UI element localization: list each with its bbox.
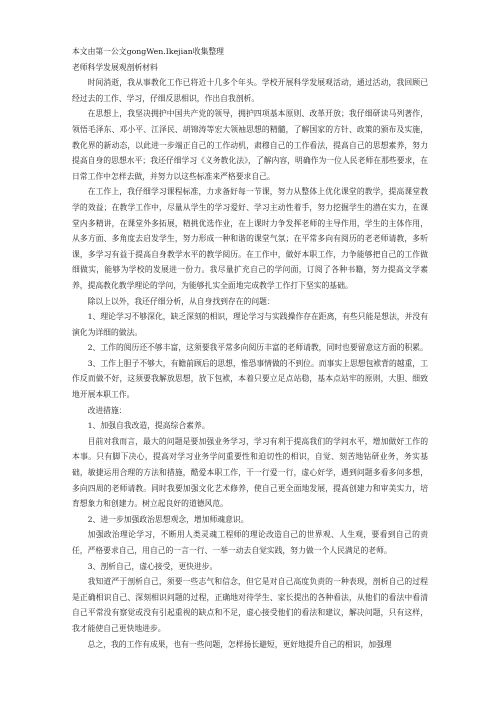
paragraph: 在工作上，我仔细学习课程标准，力求备好每一节课，努力从整体上优化课堂的教学，提高课堂教学的效益；在教学工作中，尽量从学生的学习爱好、学习主动性着手，努力挖掘学生的潜在实力，在课堂内多精讲，在课堂外多拓展，精挑优选作业，在上课时力争发挥老师的主导作用，学生的主体作用，从多方面、多角度去启发学生，努力形成一种和谐的课堂气氛；在平常多向有阅历的老老师请教，多听课，多学习有益于提高自身教学水平的教学阅历。在工作中，做好本职工作，力争能够把自己的工作做细做实，能够为学校的发展进一份力。我尽量扩充自己的学问面，订阅了各种书籍，努力提高文学素养，提高教化教学理论的学问，为能够扎实全面地完成教学工作打下坚实的基础。 — [72, 187, 428, 290]
paragraph: 在思想上，我坚决拥护中国共产党的领导，拥护四项基本原则、改革开放；我仔细研读马列著作，领悟毛泽东、邓小平、江泽民、胡锦涛等宏大领袖思想的精髓，了解国家的方针、政策的颁布及实施，教化界的新动态，以此进一步端正自己的工作动机，肃穆自己的工作看法，提高自己的思想素养，努力提高自身的思想水平；我还仔细学习《义务教化法》，了解内容，明确作为一位人民老师在那些要求，在日常工作中怎样去做，并努力以这些标准来严格要求自己。 — [72, 109, 428, 181]
document-title: 老师科学发展观剖析材料 — [72, 62, 158, 72]
paragraph: 总之，我的工作有成果，也有一些问题，怎样扬长避短，更好地提升自己的相识，加强理 — [87, 639, 392, 649]
paragraph: 3、工作上胆子不够大，有瞻前顾后的思想，惟恐事情做的不到位。而事实上思想包袱背的越重，工作反而做不好，这须要我解放思想，放下包袱，本着只要立足点站稳，基本点站牢的原则，大胆、细致地开展本职工作。 — [72, 358, 428, 400]
paragraph: 2、工作的阅历还不够丰富，这须要我平常多向阅历丰富的老师请教，同时也要留意这方面的积累。 — [87, 343, 428, 353]
paragraph: 3、剖析自己，虚心接受，更快进步。 — [87, 561, 218, 571]
paragraph: 1、理论学习不够深化，缺乏深刻的相识，理论学习与实践操作存在距离，有些只能是想法，并没有演化为详细的做法。 — [72, 312, 428, 337]
paragraph: 除以上以外，我还仔细分析，从自身找到存在的问题： — [87, 296, 275, 306]
paragraph: 1、加强自我改造，提高综合素养。 — [87, 421, 210, 431]
paragraph: 改进措施： — [87, 405, 127, 415]
paragraph: 2、进一步加强政治思想观念，增加师魂意识。 — [87, 514, 249, 524]
paragraph: 加强政治理论学习，不断用人类灵魂工程师的理论改造自己的世界观、人生观，要看到自己的责任，严格要求自己，用自己的一言一行、一举一动去自觉实践，努力做一个人民满足的老师。 — [72, 530, 428, 555]
paragraph: 目前对我而言，最大的问题是要加强业务学习，学习有利于提高我们的学问水平，增加做好工作的本事。只有脚下决心，提高对学习业务学问重要性和迫切性的相识，自觉、刻苦地钻研业务，务实基础，敏捷运用合理的方法和措施，酷爱本职工作，干一行爱一行，虚心好学，遇到问题多看多问多想，多向四周的老师请教。同时我要加强文化艺术修养，使自己更全面地发展，提高创建力和审美实力，培育想象力和创建力。树立起良好的道德风范。 — [72, 436, 428, 509]
paragraph: 我知道严于剖析自己，须要一些志气和信念，但它是对自己高度负责的一种表现，剖析自己的过程是正确相识自己、深刻相识问题的过程，正确地对待学生、家长提出的各种看法，从他们的看法中看清自己平常没有察觉或没有引起重视的缺点和不足，虚心接受他们的看法和建议，解决问题，只有这样，我才能使自己更快地进步。 — [72, 577, 428, 633]
source-line: 本文由第一公文gongWen.Ikejian收集整理 — [72, 47, 224, 56]
paragraph: 时间消逝，我从事教化工作已将近十几多个年头。学校开展科学发展观活动，通过活动，我回顾已经过去的工作、学习，仔细反思相识，作出自我剖析。 — [72, 78, 428, 103]
